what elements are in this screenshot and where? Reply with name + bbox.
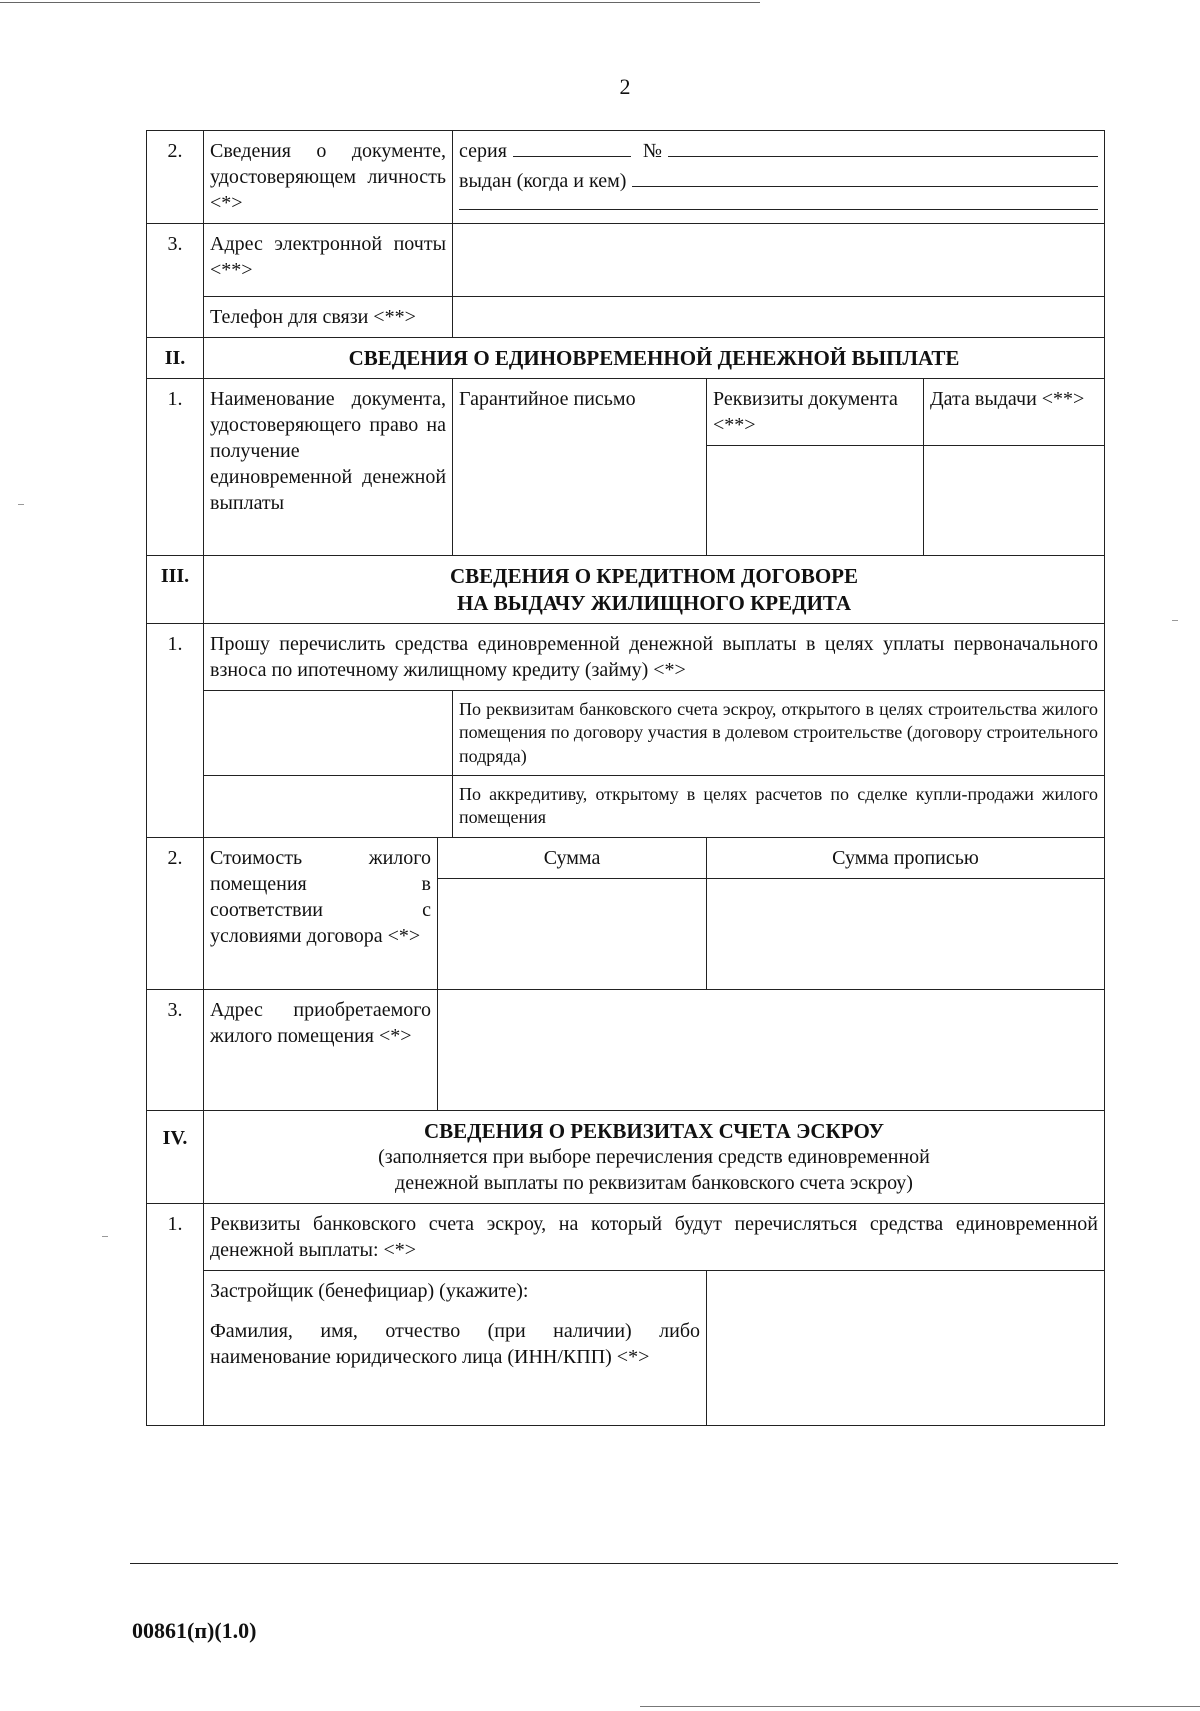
email-value-cell[interactable] [453,224,1105,297]
escrow-requisites-row [147,1203,1105,1270]
transfer-request-text: Прошу перечислить средства единовременной денежной выплаты в целях уплаты первоначального взноса по ипотечному жилищному кредиту (займу) <*> [204,623,1105,690]
scan-edge-line [640,1706,1200,1707]
developer-label-cell [204,1270,707,1425]
email-row [147,224,1105,297]
section-title [204,556,1105,624]
sum-in-words-value-cell[interactable] [707,878,1105,989]
row-number: 1. [147,1203,204,1425]
section-header-row [147,556,1105,624]
section-subtitle-line: (заполняется при выборе перечисления средств единовременной [378,1145,930,1168]
row-number: 1. [147,623,204,837]
phone-label: Телефон для связи <**> [204,297,453,338]
section-number: III. [147,556,204,624]
row-number: 3. [147,224,204,338]
section-number: IV. [147,1110,204,1203]
page-number: 2 [619,74,631,99]
issue-date-label: Дата выдачи <**> [924,379,1105,446]
property-address-label: Адрес приобретаемого жилого помещения <*> [204,989,438,1110]
section-header-row [147,1110,1105,1203]
developer-label: Застройщик (бенефициар) (укажите): [210,1279,529,1302]
section-title-line: НА ВЫДАЧУ ЖИЛИЩНОГО КРЕДИТА [456,590,852,615]
escrow-requisites-text: Реквизиты банковского счета эскроу, на который будут перечисляться средства единовременной денежной выплаты: <*> [204,1203,1105,1270]
row-number: 1. [147,379,204,556]
letter-of-credit-option-text: По аккредитиву, открытому в целях расчетов по сделке купли-продажи жилого помещения [453,775,1105,837]
sum-column-header: Сумма [438,837,707,878]
issued-label: выдан (когда и кем) [459,170,627,192]
email-label: Адрес электронной почты <**> [204,224,453,297]
document-requisites-label: Реквизиты документа <**> [707,379,924,446]
form-code: 00861(п)(1.0) [132,1618,257,1643]
property-cost-label: Стоимость жилого помещения в соответствии с условиями договора <*> [204,837,438,989]
property-address-row [147,989,1105,1110]
section-title [204,1110,1105,1203]
escrow-option-row [147,690,1105,775]
row-number: 2. [147,131,204,224]
transfer-request-row [147,623,1105,690]
section-subtitle-line: денежной выплаты по реквизитам банковского счета эскроу) [395,1171,913,1194]
letter-of-credit-option-checkbox-cell[interactable] [204,775,453,837]
application-form-table [146,130,1105,1426]
payment-document-type: Гарантийное письмо [453,379,707,556]
row-number: 2. [147,837,204,989]
sum-in-words-column-header: Сумма прописью [707,837,1105,878]
scan-edge-line [0,2,760,3]
property-cost-row [147,837,1105,878]
section-title-line: СВЕДЕНИЯ О РЕКВИЗИТАХ СЧЕТА ЭСКРОУ [424,1118,885,1143]
number-input-line[interactable] [668,155,1098,157]
scan-mark [1172,620,1178,621]
payment-document-label: Наименование документа, удостоверяющего право на получение единовременной денежной выплаты [204,379,453,556]
section-number: II. [147,338,204,379]
identity-document-fields [453,131,1105,224]
identity-document-label: Сведения о документе, удостоверяющем личность <*> [204,131,453,224]
section-title-line: СВЕДЕНИЯ О КРЕДИТНОМ ДОГОВОРЕ [449,564,859,589]
identity-document-row [147,131,1105,224]
series-input-line[interactable] [513,155,631,157]
number-label: № [642,140,663,162]
property-address-value-cell[interactable] [438,989,1105,1110]
issued-input-line[interactable] [632,185,1098,187]
payment-document-row [147,379,1105,446]
escrow-option-text: По реквизитам банковского счета эскроу, открытого в целях строительства жилого помещения по договору участия в долевом строительстве (договору строительного подряда) [453,690,1105,775]
sum-value-cell[interactable] [438,878,707,989]
issue-date-value-cell[interactable] [924,446,1105,556]
developer-name-label: Фамилия, имя, отчество (при наличии) либо наименование юридического лица (ИНН/КПП) <*> [210,1319,701,1368]
scan-mark [18,504,24,505]
section-header-row [147,338,1105,379]
developer-value-cell[interactable] [707,1270,1105,1425]
developer-row [147,1270,1105,1425]
phone-row [147,297,1105,338]
scan-mark [102,1236,108,1237]
letter-of-credit-option-row [147,775,1105,837]
row-number: 3. [147,989,204,1110]
issued-input-line-2[interactable] [459,208,1098,210]
series-label: серия [459,140,507,162]
document-requisites-value-cell[interactable] [707,446,924,556]
section-title: СВЕДЕНИЯ О ЕДИНОВРЕМЕННОЙ ДЕНЕЖНОЙ ВЫПЛАТЕ [204,338,1105,379]
phone-value-cell[interactable] [453,297,1105,338]
table-bottom-rule [130,1563,1118,1564]
escrow-option-checkbox-cell[interactable] [204,690,453,775]
